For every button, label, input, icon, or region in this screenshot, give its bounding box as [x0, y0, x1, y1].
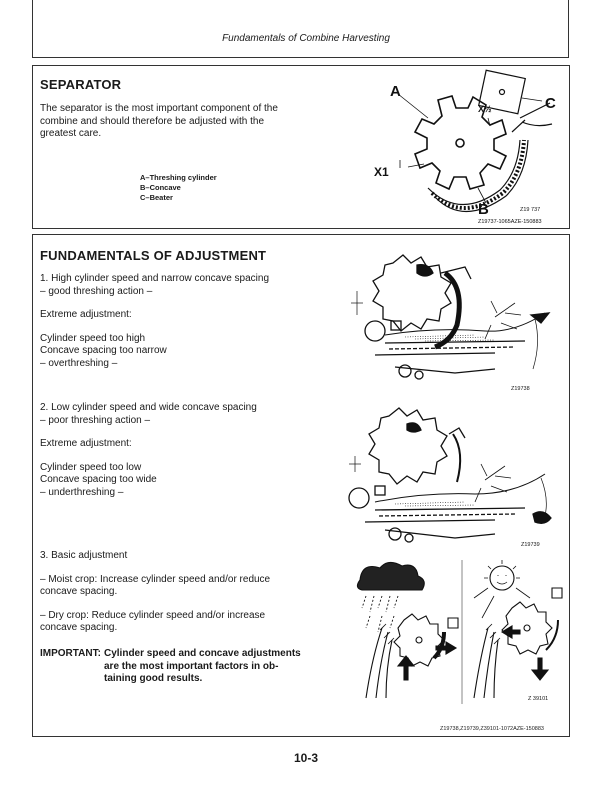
section1-result: Cylinder speed too high [40, 332, 146, 344]
dry-crop-line: – Dry crop: Reduce cylinder speed and/or increase [40, 609, 266, 621]
separator-body-line: combine and should therefore be adjusted with the [40, 115, 265, 127]
moist-crop-line: concave spacing. [40, 586, 118, 598]
ref-code-separator: Z19737-1065AZE-150883 [478, 219, 542, 225]
section3-text [40, 550, 350, 635]
left-margin-line [32, 0, 33, 58]
section2-result: Cylinder speed too low [40, 461, 142, 473]
label-b: B [478, 201, 489, 218]
section1-result: – overthreshing – [40, 357, 118, 369]
sun-icon [490, 566, 514, 590]
concave-drawing [435, 273, 459, 347]
section1-extreme-label: Extreme adjustment: [40, 309, 132, 321]
wheat-drawing [366, 628, 392, 698]
separator-body-line: greatest care. [40, 128, 102, 140]
overthreshing-diagram [345, 243, 565, 395]
important-note [104, 648, 301, 686]
header-rule [32, 57, 569, 58]
section1-result: Concave spacing too narrow [40, 345, 167, 357]
fig-code-separator: Z19 737 [520, 207, 541, 213]
page-number: 10-3 [293, 751, 319, 765]
fig-code-z19739: Z19739 [521, 542, 540, 548]
threshing-cylinder-drawing [415, 96, 506, 189]
legend-item-c: C–Beater [140, 193, 173, 202]
important-label: IMPORTANT: [40, 648, 101, 659]
separator-body [40, 103, 278, 141]
cylinder-drawing [373, 255, 451, 331]
separator-diagram [360, 68, 565, 225]
label-x1: X1 [374, 165, 389, 179]
arrow-down-icon [532, 658, 548, 680]
separator-heading: SEPARATOR [40, 77, 122, 92]
legend-item-b: B–Concave [140, 183, 181, 192]
important-line: are the most important factors in ob- [104, 660, 279, 672]
cylinder-drawing [369, 408, 447, 484]
rain-cloud-icon [357, 562, 424, 590]
wheat-drawing [474, 628, 498, 698]
fig-code-z19738: Z19738 [511, 386, 530, 392]
label-a: A [390, 83, 401, 100]
important-line: taining good results. [104, 673, 203, 685]
label-x-half: X½ [478, 104, 492, 114]
underthreshing-diagram [345, 398, 565, 550]
fundamentals-heading: FUNDAMENTALS OF ADJUSTMENT [40, 248, 267, 263]
fundamentals-ref-code: Z19738,Z19739,Z39101-1072AZE-150883 [440, 726, 544, 732]
cylinder-fill [407, 423, 421, 432]
section1-line: – good threshing action – [40, 285, 153, 297]
section2-result: – underthreshing – [40, 486, 124, 498]
section1-text [40, 273, 340, 371]
basic-adjustment-diagram [352, 558, 564, 708]
moist-crop-line: – Moist crop: Increase cylinder speed and/or reduce [40, 573, 271, 585]
running-title: Fundamentals of Combine Harvesting [222, 33, 390, 44]
beater-drawing [365, 321, 385, 341]
section2-result: Concave spacing too wide [40, 474, 157, 486]
section2-line: – poor threshing action – [40, 414, 151, 426]
arrow-up-icon [398, 656, 414, 680]
section2-text [40, 402, 340, 500]
section1-line: 1. High cylinder speed and narrow concave spacing [40, 273, 270, 284]
fig-code-z39101: Z 39101 [528, 696, 549, 702]
important-line: Cylinder speed and concave adjustments [104, 648, 301, 659]
right-margin-line [568, 0, 569, 58]
separator-legend [140, 173, 217, 203]
section2-extreme-label: Extreme adjustment: [40, 438, 132, 450]
legend-item-a: A–Threshing cylinder [140, 173, 217, 182]
separator-body-line: The separator is the most important component of the [40, 103, 278, 114]
section3-title: 3. Basic adjustment [40, 550, 128, 561]
dry-crop-line: concave spacing. [40, 622, 118, 634]
beater-drawing [349, 488, 369, 508]
concave-drawing [453, 434, 460, 482]
label-c: C [545, 95, 556, 112]
section2-line: 2. Low cylinder speed and wide concave spacing [40, 402, 257, 413]
